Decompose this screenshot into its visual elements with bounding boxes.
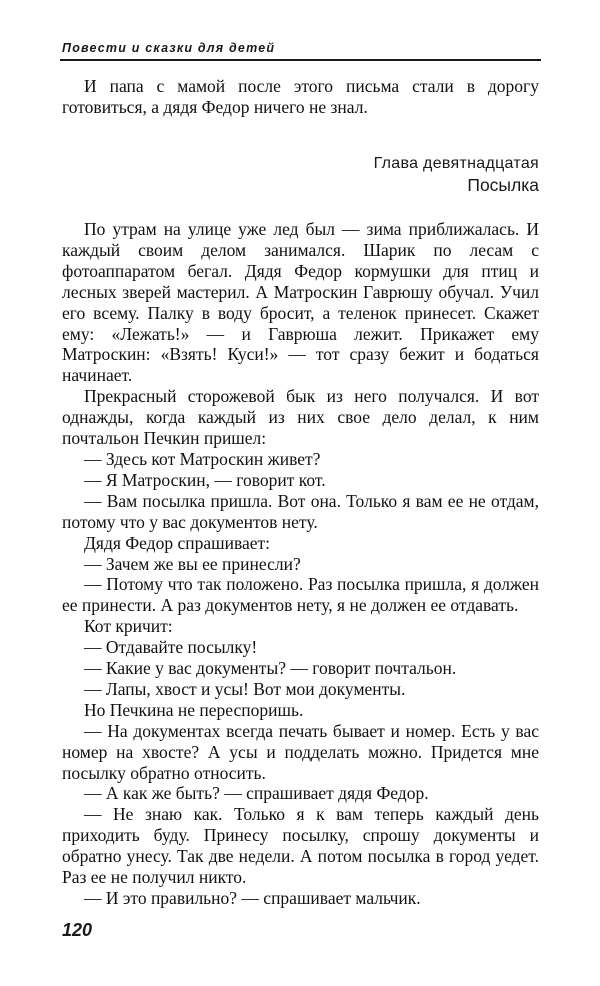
paragraph: — Лапы, хвост и усы! Вот мои документы.	[84, 678, 406, 699]
intro-text	[62, 76, 539, 118]
paragraph: — И это правильно? — спрашивает мальчик.	[84, 888, 421, 908]
header-rule	[60, 59, 541, 61]
paragraph: — Зачем же вы ее принесли?	[84, 553, 301, 574]
paragraph: Прекрасный сторожевой бык из него получался. И вот однажды, когда каждый из них свое дело делал, к ним почтальон Печкин пришел:	[62, 386, 539, 449]
main-text	[62, 219, 539, 909]
paragraph: — На документах всегда печать бывает и номер. Есть у вас номер на хвосте? А усы и подделать можно. Придется мне посылку обратно относить.	[62, 720, 539, 783]
paragraph: — Вам посылка пришла. Вот она. Только я вам ее не отдам, потому что у вас документов нету.	[62, 490, 539, 532]
running-header: Повести и сказки для детей	[62, 41, 276, 55]
paragraph: Дядя Федор спрашивает:	[84, 532, 271, 553]
paragraph: — А как же быть? — спрашивает дядя Федор.	[84, 783, 429, 804]
intro-paragraph: И папа с мамой после этого письма стали в дорогу готовиться, а дядя Федор ничего не знал.	[62, 76, 539, 117]
paragraph: — Здесь кот Матроскин живет?	[84, 448, 321, 469]
chapter-number: Глава девятнадцатая	[373, 155, 539, 172]
chapter-title: Посылка	[467, 175, 539, 195]
paragraph: — Я Матроскин, — говорит кот.	[84, 469, 326, 490]
chapter-heading	[374, 154, 539, 196]
paragraph: По утрам на улице уже лед был — зима приближалась. И каждый своим делом занимался. Шарик по лесам с фотоаппаратом бегал. Дядя Федор кормушки для птиц и лесных зверей мастерил. А Матроскин Гаврюшу обучал. Учил его всему. Палку в воду бросит, а теленок принесет. Скажет ему: «Лежать!» — и Гаврюша лежит. Прикажет ему Матроскин: «Взять! Куси!» — тот сразу бежит и бодаться начинает.	[62, 219, 539, 386]
paragraph: Но Печкина не переспоришь.	[84, 699, 304, 720]
paragraph: — Какие у вас документы? — говорит почтальон.	[84, 658, 457, 679]
paragraph: — Не знаю как. Только я к вам теперь каждый день приходить буду. Принесу посылку, спрошу документы и обратно унесу. Так две недели. А потом посылка в город уедет. Раз ее не получил никто.	[62, 804, 539, 888]
page-number: 120	[62, 920, 93, 940]
paragraph: — Отдавайте посылку!	[84, 637, 258, 658]
paragraph: — Потому что так положено. Раз посылка пришла, я должен ее принести. А раз документов нету, я не должен ее отдавать.	[62, 574, 539, 616]
paragraph: Кот кричит:	[84, 616, 173, 637]
